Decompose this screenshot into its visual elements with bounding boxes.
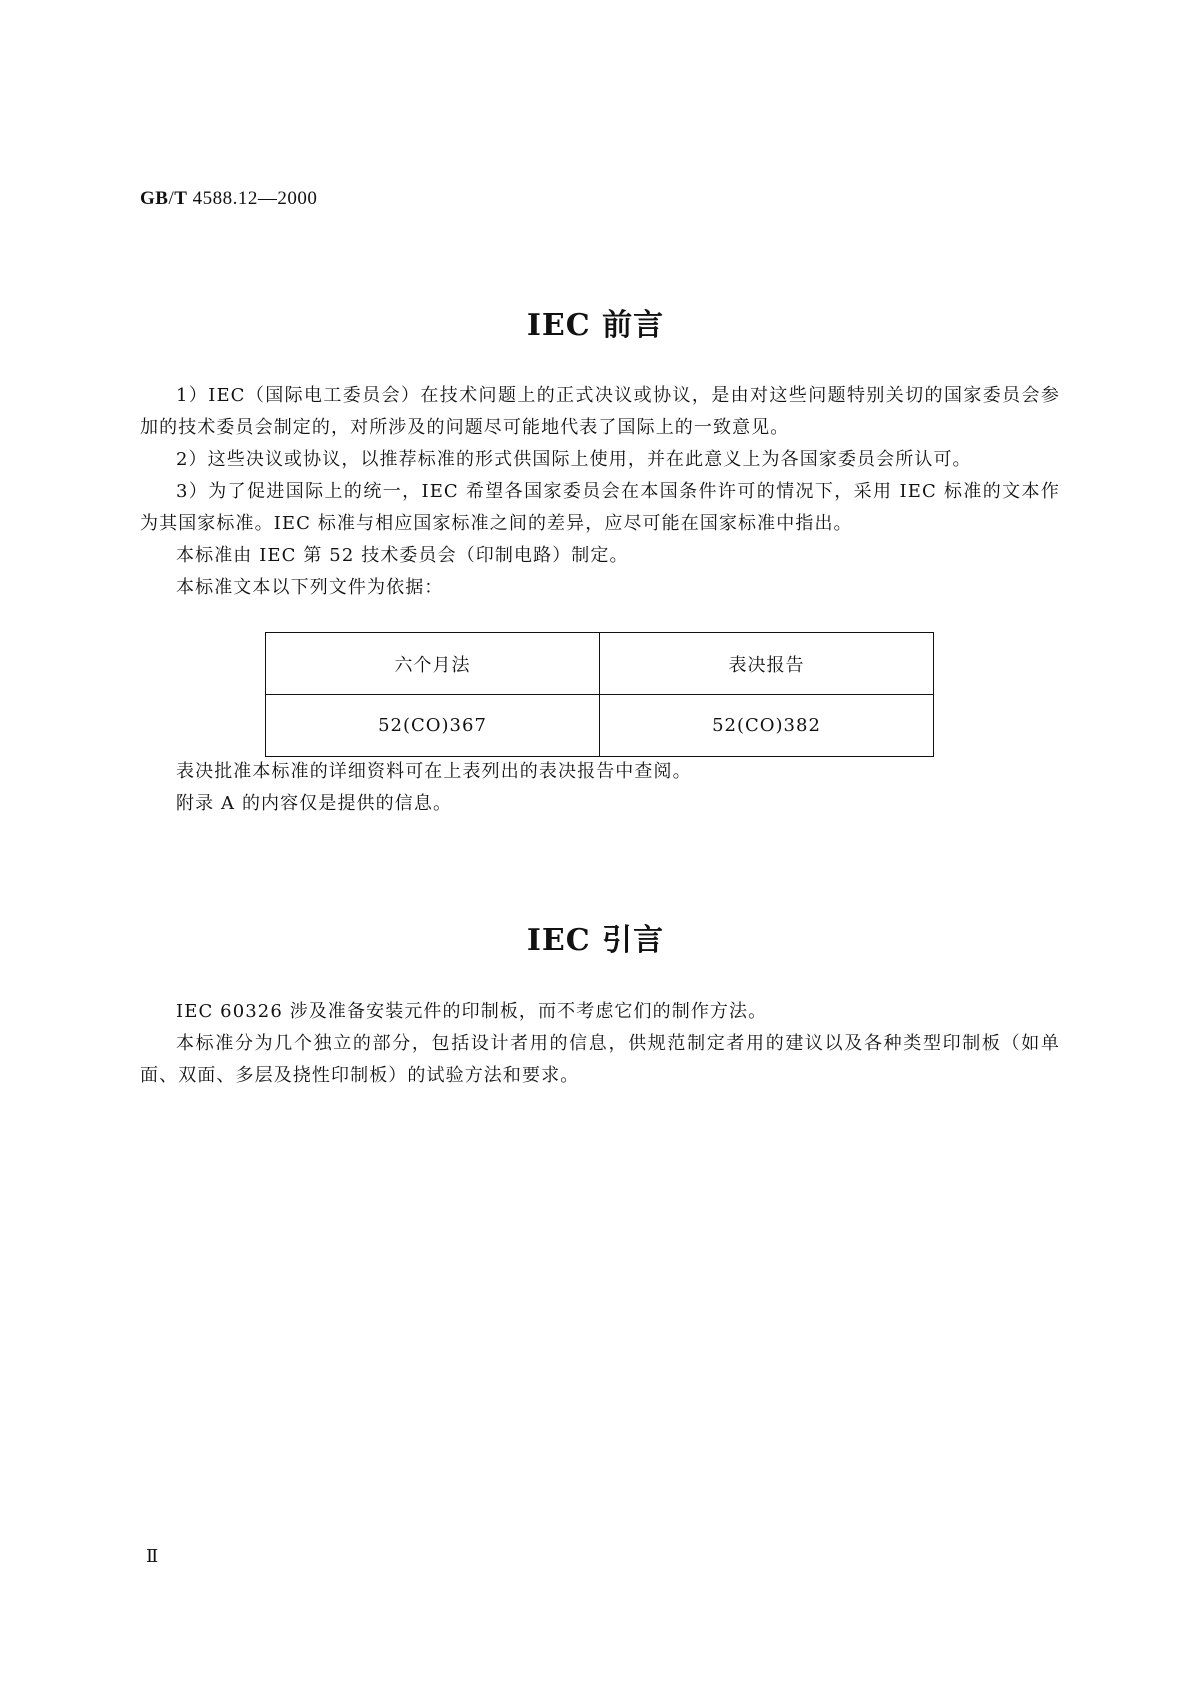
standard-code-number: 4588.12—2000 — [187, 188, 318, 209]
table-row — [266, 695, 934, 757]
table-cell: 52(CO)382 — [600, 695, 934, 757]
table-header-row — [266, 633, 934, 695]
table-cell: 52(CO)367 — [266, 695, 600, 757]
page-number: Ⅱ — [146, 1546, 159, 1566]
introduction-paragraph-1: IEC 60326 涉及准备安装元件的印制板，而不考虑它们的制作方法。 — [176, 1001, 768, 1022]
foreword-paragraph-3: 3）为了促进国际上的统一，IEC 希望各国家委员会在本国条件许可的情况下，采用 IEC 标准的文本作为其国家标准。IEC 标准与相应国家标准之间的差异，应尽可能在国家标准中指出。 — [140, 481, 1060, 534]
standard-code-separator: / — [168, 188, 175, 209]
voting-documents-table — [265, 632, 934, 757]
foreword-paragraph-1: 1）IEC（国际电工委员会）在技术问题上的正式决议或协议，是由对这些问题特别关切的国家委员会参加的技术委员会制定的，对所涉及的问题尽可能地代表了国际上的一致意见。 — [140, 385, 1060, 438]
foreword-paragraph-4: 本标准由 IEC 第 52 技术委员会（印制电路）制定。 — [176, 545, 629, 566]
foreword-after-table-2: 附录 A 的内容仅是提供的信息。 — [176, 793, 453, 814]
table-header-cell: 表决报告 — [600, 633, 934, 695]
foreword-title: IEC 前言 — [526, 308, 665, 343]
standard-code-t: T — [174, 188, 188, 209]
foreword-paragraph-5: 本标准文本以下列文件为依据： — [176, 577, 444, 598]
foreword-after-table-1: 表决批准本标准的详细资料可在上表列出的表决报告中查阅。 — [176, 761, 692, 782]
standard-code — [140, 188, 317, 210]
standard-code-prefix: GB — [140, 188, 169, 209]
foreword-paragraph-2: 2）这些决议或协议，以推荐标准的形式供国际上使用，并在此意义上为各国家委员会所认可。 — [176, 449, 972, 470]
introduction-title: IEC 引言 — [526, 923, 665, 958]
introduction-paragraph-2: 本标准分为几个独立的部分，包括设计者用的信息，供规范制定者用的建议以及各种类型印制板（如单面、双面、多层及挠性印制板）的试验方法和要求。 — [140, 1033, 1060, 1086]
table-header-cell: 六个月法 — [266, 633, 600, 695]
